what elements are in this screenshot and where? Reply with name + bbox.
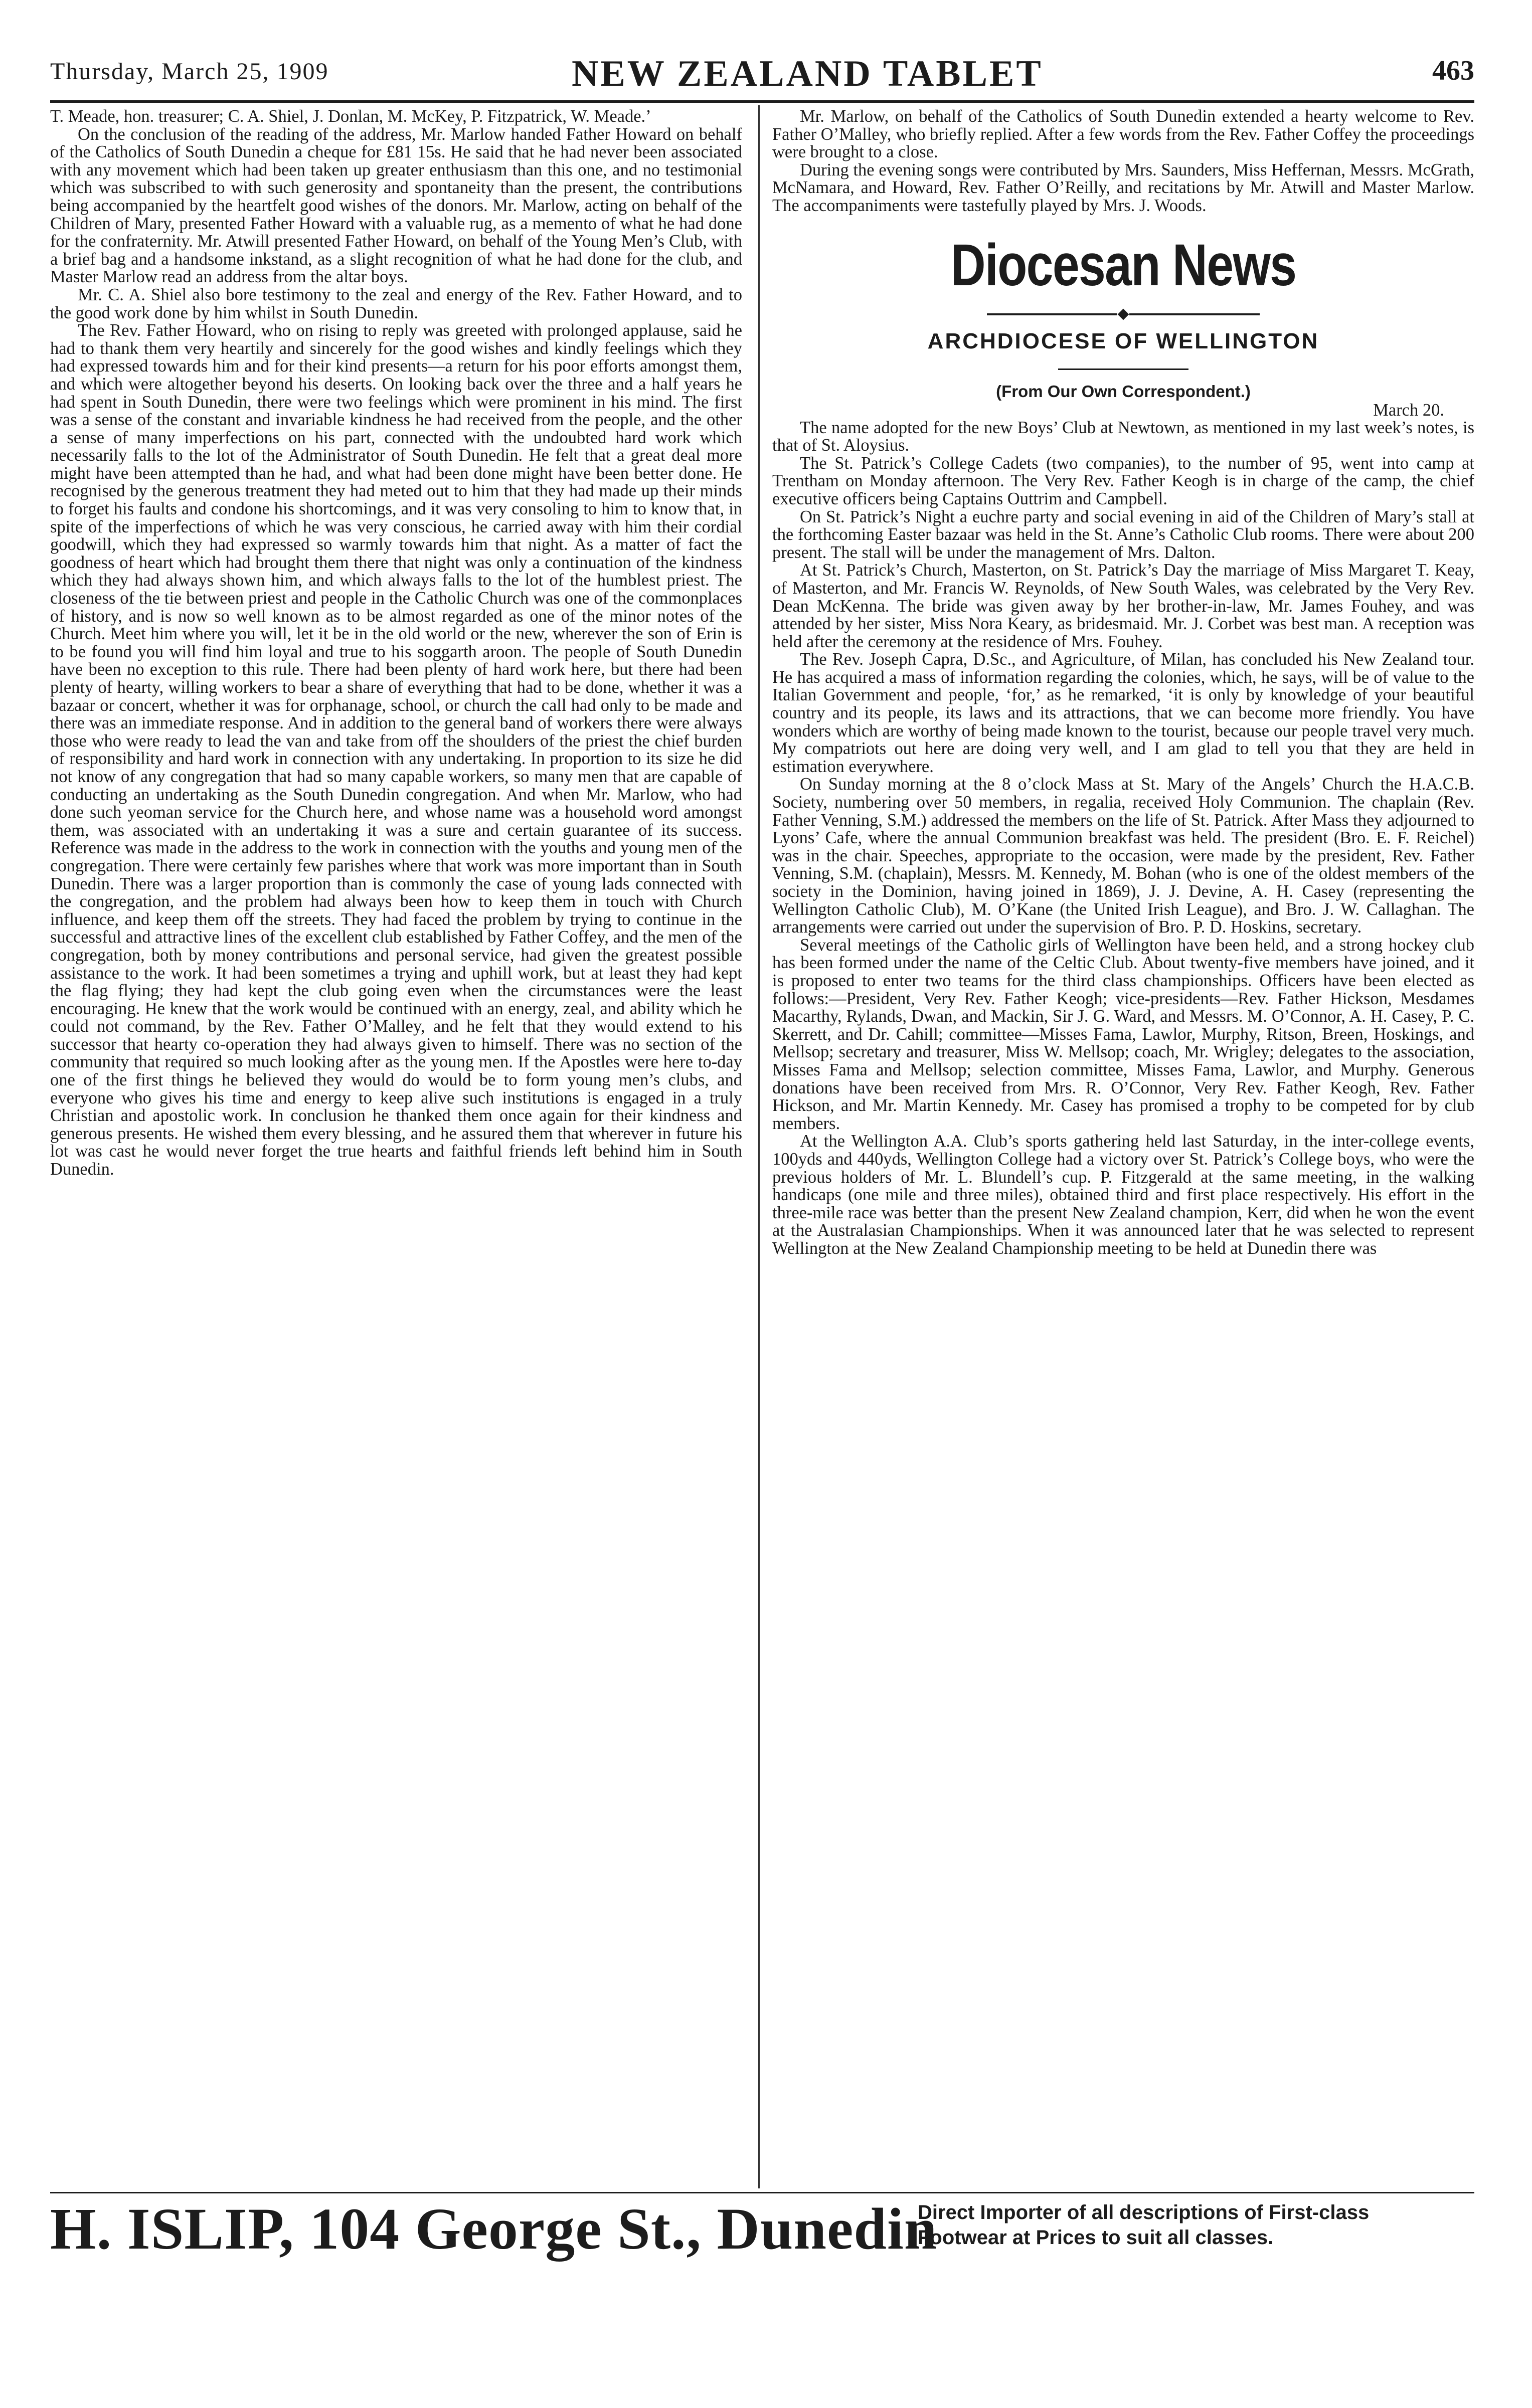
right-column bbox=[772, 108, 1474, 1257]
dateline: March 20. bbox=[1373, 400, 1444, 420]
article-paragraph: T. Meade, hon. treasurer; C. A. Shiel, J. Donlan, M. McKey, P. Fitzpatrick, W. Meade.’ bbox=[50, 107, 651, 126]
section-heading: Diocesan News bbox=[950, 232, 1296, 298]
ornamental-rule bbox=[772, 310, 1474, 318]
news-paragraph: At the Wellington A.A. Club’s sports gathering held last Saturday, in the inter-college events, 100yds and 440yds, Wellington College had a victory over St. Patrick’s College boys, who were the previous holders of Mr. L. Blundell’s cup. P. Fitzgerald at the same meeting, in the walking handicaps (one mile and three miles), obtained third and first place respectively. His effort in the three-mile race was better than the present New Zealand champion, Kerr, did when he won the event at the Australasian Championships. When it was announced later that he was selected to represent Wellington at the New Zealand Championship meeting to be held at Dunedin there was bbox=[772, 1132, 1474, 1258]
article-paragraph: Mr. C. A. Shiel also bore testimony to the zeal and energy of the Rev. Father Howard, and to the good work done by him whilst in South Dunedin. bbox=[50, 285, 742, 322]
article-paragraph: Mr. Marlow, on behalf of the Catholics of South Dunedin extended a hearty welcome to Rev. Father O’Malley, who briefly replied. After a few words from the Rev. Father Coffey the proceedings were brought to a close. bbox=[772, 107, 1474, 162]
news-paragraph: The St. Patrick’s College Cadets (two companies), to the number of 95, went into camp at Trentham on Monday afternoon. The Very Rev. Father Keogh is in charge of the camp, the chief executive officers being Captains Outtrim and Campbell. bbox=[772, 453, 1474, 508]
advert-tagline-line: Direct Importer of all descriptions of First-class bbox=[918, 2201, 1370, 2224]
section-subheading: ARCHDIOCESE OF WELLINGTON bbox=[927, 328, 1319, 353]
masthead-title: NEW ZEALAND TABLET bbox=[572, 53, 1043, 94]
page-header bbox=[50, 53, 1474, 103]
news-paragraph: Several meetings of the Catholic girls of Wellington have been held, and a strong hockey club has been formed under the name of the Celtic Club. About twenty-five members have joined, and it is proposed to enter two teams for the third class championships. Officers have been elected as follows:—President, Very Rev. Father Keogh; vice-presidents—Rev. Father Hickson, Mesdames Macarthy, Rylands, Dwan, and Mackin, Sir J. G. Ward, and Messrs. M. O’Connor, A. H. Casey, P. C. Skerrett, and Dr. Cahill; committee—Misses Fama, Lawlor, Murphy, Ritson, Breen, Hoskings, and Mellsop; secretary and treasurer, Miss W. Mellsop; coach, Mr. Wrigley; delegates to the association, Misses Fama and Mellsop; selection committee, Misses Fama, Lawlor, and Murphy. Generous donations have been received from Mrs. R. O’Connor, Very Rev. Father Keogh, Rev. Father Hickson, and Mr. Martin Kennedy. Mr. Casey has promised a trophy to be competed for by club members. bbox=[772, 935, 1474, 1133]
footer-advertisement bbox=[50, 2197, 1474, 2267]
column-divider bbox=[758, 105, 760, 2188]
advert-tagline bbox=[918, 2200, 1369, 2250]
advertiser-name: H. ISLIP, 104 George St., Dunedin bbox=[50, 2196, 938, 2262]
article-paragraph: During the evening songs were contributed by Mrs. Saunders, Miss Heffernan, Messrs. McGrath, McNamara, and Howard, Rev. Father O’Reilly, and recitations by Mr. Atwill and Master Marlow. The accompaniments were tastefully played by Mrs. J. Woods. bbox=[772, 160, 1474, 215]
news-paragraph: The name adopted for the new Boys’ Club at Newtown, as mentioned in my last week’s notes, is that of St. Aloysius. bbox=[772, 418, 1474, 455]
news-paragraph: On Sunday morning at the 8 o’clock Mass at St. Mary of the Angels’ Church the H.A.C.B. Society, numbering over 50 members, in regalia, received Holy Communion. The chaplain (Rev. Father Venning, S.M.) addressed the members on the life of St. Patrick. After Mass they adjourned to Lyons’ Cafe, where the annual Communion breakfast was held. The president (Bro. E. F. Reichel) was in the chair. Speeches, appropriate to the occasion, were made by the president, Rev. Father Venning, S.M. (chaplain), Messrs. M. Kennedy, M. Bohan (who is one of the oldest members of the society in the Dominion, having joined in 1869), J. J. Devine, A. H. Casey (representing the Wellington Catholic Club), M. O’Kane (the United Irish League), and Bro. J. W. Callaghan. The arrangements were carried out under the supervision of Bro. P. D. Hoskins, secretary. bbox=[772, 775, 1474, 937]
advert-tagline-line: Footwear at Prices to suit all classes. bbox=[918, 2227, 1274, 2249]
issue-date: Thursday, March 25, 1909 bbox=[50, 58, 329, 85]
article-paragraph: On the conclusion of the reading of the address, Mr. Marlow handed Father Howard on behalf of the Catholics of South Dunedin a cheque for £81 15s. He said that he had never been associated with any movement which had been taken up greater enthusiasm than this one, and no testimonial which was subscribed to with such generosity and spontaneity than the present, the contributions being accompanied by the heartfelt good wishes of the donors. Mr. Marlow, acting on behalf of the Children of Mary, presented Father Howard with a valuable rug, as a memento of what he had done for the confraternity. Mr. Atwill presented Father Howard, on behalf of the Young Men’s Club, with a brief bag and a handsome inkstand, as a slight recognition of what he had done for the club, and Master Marlow read an address from the altar boys. bbox=[50, 124, 742, 287]
footer-rule bbox=[50, 2192, 1474, 2193]
article-paragraph: The Rev. Father Howard, who on rising to reply was greeted with prolonged applause, said he had to thank them very heartily and sincerely for the good wishes and kindly feelings which they had expressed towards him and for their kind presents—a return for his poor efforts amongst them, and which were altogether beyond his deserts. On looking back over the three and a half years he had spent in South Dunedin, there were two feelings which were prominent in his mind. The first was a sense of the constant and invariable kindness he had received from the people, and the other a sense of many imperfections on his part, connected with the undoubted hard work which necessarily falls to the lot of the Administrator of South Dunedin. He felt that a great deal more might have been attempted than he had, and what had been done might have been better done. He recognised by the generous treatment they had meted out to him that they had made up their minds to forget his faults and condone his shortcomings, and it was very consoling to him to know that, in spite of the imperfections of which he was very conscious, he carried away with him their cordial goodwill, which they had expressed so warmly towards him that night. As a matter of fact the goodness of heart which had brought them there that night was only a continuation of the kindness which they had always shown him, and which always falls to the lot of the humblest priest. The closeness of the tie between priest and people in the Catholic Church was one of the commonplaces of history, and is now so well known as to be almost regarded as one of the minor notes of the Church. Meet him where you will, let it be in the old world or the new, wherever the son of Erin is to be found you will find him loyal and true to his soggarth aroon. The people of South Dunedin have been no exception to this rule. There had been plenty of hard work here, but there had been plenty of hearty, willing workers to bear a share of everything that had to be done, whether it was a bazaar or concert, whether it was for orphanage, school, or church the call had only to be made and there was an immediate response. And in addition to the general band of workers there were always those who were ready to lead the van and take from off the shoulders of the priest the chief burden of responsibility and hard work in connection with any undertaking. In proportion to its size he did not know of any congregation that had so many capable workers, so many men that are capable of conducting an undertaking as the South Dunedin congregation. And when Mr. Marlow, who had done such yeoman service for the Church here, and whose name was a household word amongst them, was associated with an undertaking it was a sure and certain guarantee of its success. Reference was made in the address to the work in connection with the youths and young men of the congregation. There were certainly few parishes where that work was more important than in South Dunedin. There was a larger proportion than is commonly the case of young lads connected with the congregation, and the problem had always been how to keep them in touch with Church influence, and keep them off the streets. They had faced the problem by trying to continue in the successful and attractive lines of the excellent club established by Father Coffey, and the men of the congregation, both by money contributions and personal service, had given the greatest possible assistance to the work. It had been sometimes a trying and uphill work, but at least they had kept the flag flying; they had kept the club going even when the circumstances were the least encouraging. He knew that the work would be continued with an energy, zeal, and ability which he could not command, by the Rev. Father O’Malley, and he felt that they would extend to his successor that hearty co-operation they had always given to himself. There was no section of the community that required so much looking after as the young men. If the Apostles were here to-day one of the first things he believed they would do would be to form young men’s clubs, and everyone who gives his time and energy to keep alive such institutions is engaged in a truly Christian and apostolic work. In conclusion he thanked them once again for their kindness and generous presents. He wished them every blessing, and he assured them that wherever in future his lot was cast he would never forget the true hearts and faithful friends left behind him in South Dunedin. bbox=[50, 321, 742, 1179]
diamond-ornament-icon bbox=[1118, 308, 1129, 320]
diocesan-news-section bbox=[772, 230, 1474, 401]
short-rule bbox=[1058, 368, 1188, 370]
left-column bbox=[50, 108, 742, 1179]
news-paragraph: At St. Patrick’s Church, Masterton, on St. Patrick’s Day the marriage of Miss Margaret T. Keay, of Masterton, and Mr. Francis W. Reynolds, of New South Wales, was celebrated by the Very Rev. Dean McKenna. The bride was given away by her brother-in-law, Mr. James Fouhey, and was attended by her sister, Miss Nora Keary, as bridesmaid. Mr. J. Corbet was best man. A reception was held after the ceremony at the residence of Mrs. Fouhey. bbox=[772, 561, 1474, 651]
news-paragraph: On St. Patrick’s Night a euchre party and social evening in aid of the Children of Mary’s stall at the forthcoming Easter bazaar was held in the St. Anne’s Catholic Club rooms. There were about 200 present. The stall will be under the management of Mrs. Dalton. bbox=[772, 507, 1474, 562]
news-paragraph: The Rev. Joseph Capra, D.Sc., and Agriculture, of Milan, has concluded his New Zealand tour. He has acquired a mass of information regarding the colonies, which, he says, will be of value to the Italian Government and people, ‘for,’ as he remarked, ‘it is only by knowledge of your beautiful country and its people, its laws and its attractions, that we can become more friendly. You have wonders which are worthy of being made known to the tourist, because our people travel very much. My compatriots out here are doing very well, and I am glad to tell you that they are held in estimation everywhere. bbox=[772, 650, 1474, 776]
page-number: 463 bbox=[1432, 55, 1474, 86]
correspondent-credit: (From Our Own Correspondent.) bbox=[996, 382, 1251, 401]
